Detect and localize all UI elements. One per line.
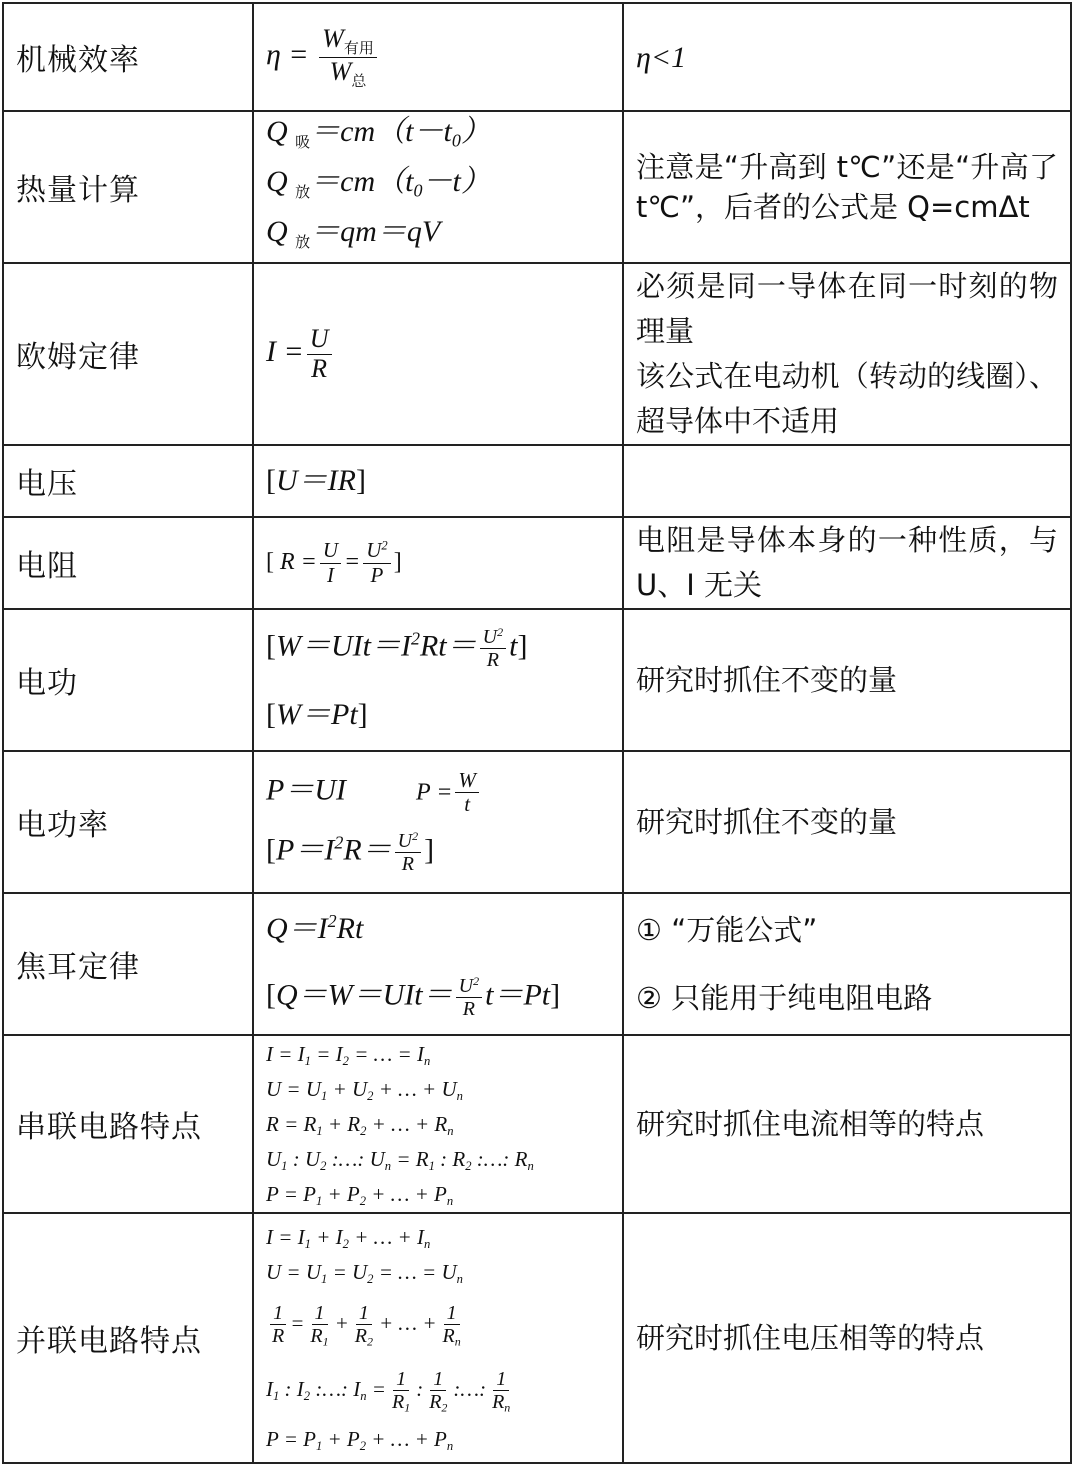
parallel-ratio-formula: $I_1$ : $I_2$ :…: $I_n$ = $\frac{1}{R_1}$ : $\frac{1}{R_2}$ :…: $\frac{1}{R_n}$ xyxy=(266,1368,511,1415)
formula-cell xyxy=(253,517,623,609)
note-line: ① “万能公式” xyxy=(636,913,818,947)
note-line: 电阻是导体本身的一种性质，与 U、I 无关 xyxy=(636,523,1058,602)
formula-cell xyxy=(253,1213,623,1463)
series-ratio-formula: $U_1$ : $U_2$ :…: $U_n = R_1$ : $R_2$ :…: $R_n$ xyxy=(266,1146,534,1173)
note-cell xyxy=(623,3,1071,111)
quantity-name: 机械效率 xyxy=(3,3,253,111)
joule-heat-derived-formula: [Q＝W＝UIt＝ $\frac{U^2}{R}$ t＝Pt] xyxy=(266,973,561,1020)
parallel-resistance-formula: $\frac{1}{R}$ = $\frac{1}{R_1}$ + $\frac{1}{R_2}$ + … + $\frac{1}{R_n}$ xyxy=(272,1302,461,1349)
formula-cell xyxy=(253,111,623,263)
parallel-current-formula: $I = I_1 + I_2$ + … + $I_n$ xyxy=(266,1224,431,1251)
ohm-law-formula: I = $\frac{U}{R}$ xyxy=(266,335,335,368)
voltage-formula: [U＝IR] xyxy=(266,464,366,497)
fuel-heat-formula: Q $_放$＝qm＝qV xyxy=(266,215,441,251)
table-row xyxy=(3,1213,1071,1463)
table-row xyxy=(3,1035,1071,1213)
electric-power-formula: P＝UI P = $\frac{W}{t}$ xyxy=(266,769,610,816)
note-cell xyxy=(623,111,1071,263)
table-row xyxy=(3,263,1071,445)
formula-cell xyxy=(253,751,623,893)
formula-cell xyxy=(253,263,623,445)
electric-work-formula: [$W=UIt=I^2Rt=$ $\frac{U^2}{R}$ t] xyxy=(266,624,528,671)
note-cell xyxy=(623,263,1071,445)
series-resistance-formula: $R = R_1 + R_2$ + … + $R_n$ xyxy=(266,1111,454,1138)
subscript-label: 吸 xyxy=(295,133,311,151)
series-current-formula: $I = I_1 = I_2$ = … = $I_n$ xyxy=(266,1041,431,1068)
resistance-formula: [ R = $\frac{U}{I}$ = $\frac{U^2}{P}$ ] xyxy=(266,538,402,587)
note-line: ② 只能用于纯电阻电路 xyxy=(636,981,933,1015)
series-power-formula: $P = P_1 + P_2$ + … + $P_n$ xyxy=(266,1181,454,1208)
note-line: 必须是同一导体在同一时刻的物理量 xyxy=(636,269,1058,348)
note-cell xyxy=(623,893,1071,1035)
note-line: η<1 xyxy=(636,40,687,74)
electric-power-derived-formula: [$P=I^2R=$ $\frac{U^2}{R}$ ] xyxy=(266,828,435,876)
note-line: 研究时抓住不变的量 xyxy=(636,804,898,839)
heat-absorbed-formula: Q $_吸=cm(t-t_0)$ xyxy=(266,115,491,151)
quantity-name: 电阻 xyxy=(3,517,253,609)
note-line: 研究时抓住电压相等的特点 xyxy=(636,1320,985,1355)
table-row xyxy=(3,3,1071,111)
electric-work-power-formula: [W＝Pt] xyxy=(266,697,368,731)
quantity-name: 电压 xyxy=(3,445,253,517)
quantity-name: 电功 xyxy=(3,609,253,751)
table-row xyxy=(3,445,1071,517)
quantity-name: 并联电路特点 xyxy=(3,1213,253,1463)
note-line: 该公式在电动机（转动的线圈）、超导体中不适用 xyxy=(636,359,1058,438)
subscript-label: 有用 xyxy=(343,39,374,57)
table-row xyxy=(3,517,1071,609)
efficiency-formula: η = $\frac{W_{有用}}{W_总}$ xyxy=(266,38,380,71)
subscript-label: 放 xyxy=(295,183,311,201)
parallel-voltage-formula: $U = U_1 = U_2$ = … = $U_n$ xyxy=(266,1259,463,1286)
formula-cell xyxy=(253,893,623,1035)
quantity-name: 欧姆定律 xyxy=(3,263,253,445)
subscript-label: 总 xyxy=(351,71,367,90)
formula-cell xyxy=(253,445,623,517)
note-cell xyxy=(623,445,1071,517)
quantity-name: 热量计算 xyxy=(3,111,253,263)
note-cell xyxy=(623,517,1071,609)
subscript-label: 放 xyxy=(295,233,311,251)
table-row xyxy=(3,751,1071,893)
parallel-power-formula: $P = P_1 + P_2$ + … + $P_n$ xyxy=(266,1426,454,1453)
note-cell xyxy=(623,1213,1071,1463)
note-line: 注意是“升高到 t℃”还是“升高了 t℃”，后者的公式是 Q=cmΔt xyxy=(636,150,1058,224)
table-row xyxy=(3,111,1071,263)
quantity-name: 焦耳定律 xyxy=(3,893,253,1035)
formula-cell xyxy=(253,1035,623,1213)
formula-cell xyxy=(253,3,623,111)
table-row xyxy=(3,893,1071,1035)
formula-cell xyxy=(253,609,623,751)
note-cell xyxy=(623,751,1071,893)
quantity-name: 电功率 xyxy=(3,751,253,893)
joule-law-formula: $Q=I^2Rt$ xyxy=(266,910,364,945)
quantity-name: 串联电路特点 xyxy=(3,1035,253,1213)
note-cell xyxy=(623,1035,1071,1213)
note-line: 研究时抓住电流相等的特点 xyxy=(636,1106,985,1141)
table-row xyxy=(3,609,1071,751)
note-line: 研究时抓住不变的量 xyxy=(636,662,898,697)
series-voltage-formula: $U = U_1 + U_2$ + … + $U_n$ xyxy=(266,1076,463,1103)
heat-released-formula: Q $_放=cm(t_0-t)$ xyxy=(266,165,491,201)
note-cell xyxy=(623,609,1071,751)
physics-formula-table xyxy=(2,2,1072,1464)
